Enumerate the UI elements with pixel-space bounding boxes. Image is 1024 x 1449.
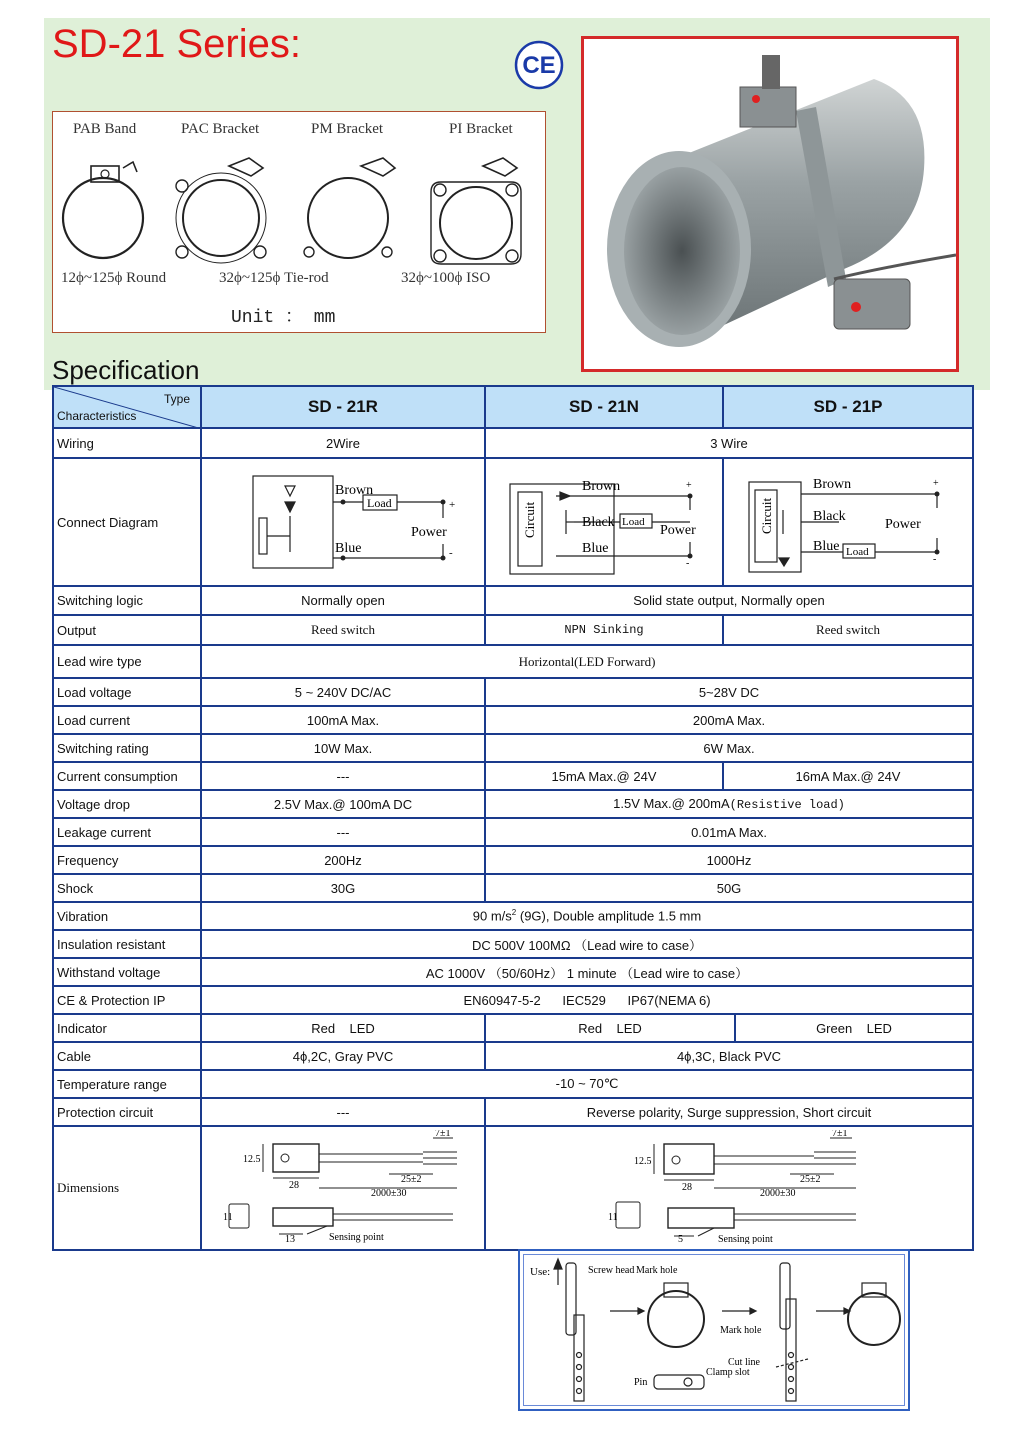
cell-all: EN60947-5-2 IEC529 IP67(NEMA 6) [201, 986, 973, 1014]
usage-screw-head-label: Screw head [588, 1265, 635, 1276]
cell-all: DC 500V 100MΩ （Lead wire to case） [201, 930, 973, 958]
corner-characteristics-label: Characteristics [57, 409, 137, 423]
table-row [53, 958, 973, 986]
bracket-panel [52, 111, 546, 333]
bracket-range-round: 12ϕ~125ϕ Round [61, 270, 167, 286]
cell-21np: 3 Wire [485, 428, 973, 458]
diagram-power-label: Power [411, 524, 447, 540]
unit-label: Unit ： mm [231, 308, 336, 328]
diagram-minus-label: - [449, 546, 453, 559]
connect-diagram-21p [723, 458, 973, 586]
corner-type-label: Type [163, 392, 190, 406]
table-row [53, 762, 973, 790]
ce-mark-text: CE [522, 52, 556, 79]
cell-21n: Red LED [485, 1014, 735, 1042]
cell-21np: 1000Hz [485, 846, 973, 874]
cell-21r: 30G [201, 874, 485, 902]
dim-height-label: 12.5 [243, 1153, 261, 1165]
cell-21r: 5 ~ 240V DC/AC [201, 678, 485, 706]
cell-21n: NPN Sinking [485, 615, 723, 645]
dim-side-height-label: 11 [223, 1211, 233, 1223]
cell-21np: 6W Max. [485, 734, 973, 762]
table-row [53, 1070, 973, 1098]
diagram-blue-label: Blue [813, 538, 840, 554]
page-title: SD-21 Series: [52, 22, 301, 66]
bracket-range-tierod: 32ϕ~125ϕ Tie-rod [219, 270, 329, 286]
table-row [53, 846, 973, 874]
row-label: Frequency [53, 846, 201, 874]
usage-diagram-panel [518, 1249, 910, 1411]
table-row [53, 428, 973, 458]
row-label: Voltage drop [53, 790, 201, 818]
row-label: CE & Protection IP [53, 986, 201, 1014]
table-row [53, 790, 973, 818]
product-photo-image [584, 39, 956, 369]
row-label: Withstand voltage [53, 958, 201, 986]
pab-band-icon [63, 162, 143, 258]
row-label: Protection circuit [53, 1098, 201, 1126]
vibration-detail: (9G), Double amplitude 1.5 mm [516, 908, 702, 924]
wiring-diagram-21p [743, 462, 953, 580]
table-row [53, 734, 973, 762]
diagram-brown-label: Brown [813, 476, 852, 492]
cell-21np: 200mA Max. [485, 706, 973, 734]
table-row [53, 930, 973, 958]
diagram-circuit-label: Circuit [522, 501, 537, 538]
table-row [53, 706, 973, 734]
diagram-plus-label: + [933, 477, 939, 489]
table-row [53, 1042, 973, 1070]
voltage-drop-note: (Resistive load) [729, 798, 845, 812]
cell-21p: Reed switch [723, 615, 973, 645]
row-label: Wiring [53, 428, 201, 458]
cell-21np: 4ϕ,3C, Black PVC [485, 1042, 973, 1070]
connect-diagram-21n [485, 458, 723, 586]
table-row [53, 615, 973, 645]
dim-lead-label: 2000±30 [760, 1187, 796, 1199]
dimension-drawing-21np [485, 1126, 973, 1250]
row-label: Current consumption [53, 762, 201, 790]
row-label: Switching logic [53, 586, 201, 615]
diagram-power-label: Power [885, 516, 921, 532]
diagram-circuit-label: Circuit [759, 497, 774, 534]
dim-height-label: 12.5 [634, 1155, 652, 1167]
row-label: Output [53, 615, 201, 645]
bracket-name-pi: PI Bracket [449, 121, 513, 137]
dimension-drawing-21np-svg [594, 1130, 864, 1244]
dim-sensing-offset-label: 5 [678, 1233, 683, 1244]
cell-21r: 200Hz [201, 846, 485, 874]
cell-21r: 2Wire [201, 428, 485, 458]
row-label: Leakage current [53, 818, 201, 846]
diagram-brown-label: Brown [335, 482, 374, 498]
diagram-load-label: Load [367, 495, 392, 510]
row-label: Load current [53, 706, 201, 734]
bracket-drawings [53, 138, 543, 268]
voltage-drop-value: 1.5V Max.@ 200mA [613, 796, 730, 811]
cell-21np [485, 790, 973, 818]
specification-table [52, 385, 974, 1251]
diagram-plus-label: + [449, 498, 456, 511]
cell-21r: --- [201, 762, 485, 790]
row-label: Vibration [53, 902, 201, 930]
dim-length-label: 28 [682, 1181, 692, 1193]
diagram-power-label: Power [660, 522, 696, 538]
cell-21r: Normally open [201, 586, 485, 615]
cell-21r: 100mA Max. [201, 706, 485, 734]
diagram-load-label: Load [846, 545, 869, 558]
specification-heading: Specification [52, 355, 200, 385]
row-label: Connect Diagram [53, 458, 201, 586]
dim-sensing-offset-label: 13 [285, 1233, 295, 1244]
dim-strip-label: 25±2 [401, 1173, 422, 1185]
cell-21r: --- [201, 1098, 485, 1126]
table-row [53, 678, 973, 706]
row-label: Insulation resistant [53, 930, 201, 958]
bracket-range-iso: 32ϕ~100ϕ ISO [401, 270, 491, 286]
row-label: Lead wire type [53, 645, 201, 678]
bracket-name-pac: PAC Bracket [181, 121, 260, 137]
cell-21p: Green LED [735, 1014, 973, 1042]
table-row [53, 586, 973, 615]
usage-cut-line-label: Cut line [728, 1357, 760, 1368]
table-row [53, 1098, 973, 1126]
diagram-brown-label: Brown [582, 478, 621, 494]
pi-bracket-icon [431, 158, 521, 264]
ce-mark-icon [514, 40, 564, 90]
cell-all: AC 1000V （50/60Hz） 1 minute （Lead wire to case） [201, 958, 973, 986]
table-header-row [53, 386, 973, 428]
diagram-blue-label: Blue [582, 540, 609, 556]
dim-strip-label: 25±2 [800, 1173, 821, 1185]
diagram-minus-label: - [686, 557, 690, 569]
row-label: Dimensions [53, 1126, 201, 1250]
sensing-point-label: Sensing point [718, 1233, 773, 1244]
cell-21np: 5~28V DC [485, 678, 973, 706]
usage-clamp-slot-label: Clamp slot [706, 1367, 750, 1378]
wiring-diagram-21n [504, 462, 704, 580]
cell-21r: 2.5V Max.@ 100mA DC [201, 790, 485, 818]
cell-21r: Red LED [201, 1014, 485, 1042]
bracket-name-pm: PM Bracket [311, 121, 384, 137]
pac-bracket-icon [176, 158, 266, 263]
cell-21r: 10W Max. [201, 734, 485, 762]
bracket-name-pab: PAB Band [73, 121, 137, 137]
table-row [53, 818, 973, 846]
row-label: Indicator [53, 1014, 201, 1042]
dim-length-label: 28 [289, 1179, 299, 1191]
type-characteristics-corner [53, 386, 201, 428]
row-label: Temperature range [53, 1070, 201, 1098]
table-row [53, 874, 973, 902]
table-row [53, 645, 973, 678]
cell-21np: Solid state output, Normally open [485, 586, 973, 615]
cell-all: Horizontal(LED Forward) [201, 645, 973, 678]
cell-21np: 0.01mA Max. [485, 818, 973, 846]
usage-pin-label: Pin [634, 1377, 648, 1388]
diagram-blue-label: Blue [335, 540, 362, 556]
cell-21np: Reverse polarity, Surge suppression, Short circuit [485, 1098, 973, 1126]
sensing-point-label: Sensing point [329, 1231, 384, 1243]
table-row [53, 986, 973, 1014]
dimension-drawing-21r-svg [223, 1130, 463, 1244]
diagram-black-label: Black [582, 514, 615, 530]
dim-side-height-label: 11 [608, 1211, 618, 1223]
dim-tip-label: 7±1 [435, 1129, 451, 1139]
cell-21r: --- [201, 818, 485, 846]
model-header-21p: SD - 21P [723, 386, 973, 428]
wiring-diagram-21r [223, 462, 463, 580]
diagram-black-label: Black [813, 508, 846, 524]
pm-bracket-icon [304, 158, 395, 258]
dim-lead-label: 2000±30 [371, 1187, 407, 1199]
row-label: Shock [53, 874, 201, 902]
row-label: Switching rating [53, 734, 201, 762]
usage-use-label: Use: [530, 1266, 551, 1278]
dimension-drawing-21r [201, 1126, 485, 1250]
row-label: Load voltage [53, 678, 201, 706]
connect-diagram-21r [201, 458, 485, 586]
cell-21np: 50G [485, 874, 973, 902]
usage-mark-hole-label: Mark hole [636, 1265, 678, 1276]
row-label: Cable [53, 1042, 201, 1070]
usage-diagram-frame [523, 1254, 905, 1406]
table-row [53, 1126, 973, 1250]
cell-21p: 16mA Max.@ 24V [723, 762, 973, 790]
cell-21n: 15mA Max.@ 24V [485, 762, 723, 790]
vibration-value: 90 m/s [472, 908, 512, 924]
model-header-21r: SD - 21R [201, 386, 485, 428]
dim-tip-label: 7±1 [832, 1129, 848, 1139]
usage-mark-hole-label-2: Mark hole [720, 1325, 762, 1336]
vibration-unit-exponent: 2 [511, 908, 517, 918]
cell-all: -10 ~ 70℃ [201, 1070, 973, 1098]
table-row [53, 902, 973, 930]
cell-21r: 4ϕ,2C, Gray PVC [201, 1042, 485, 1070]
cell-all [201, 902, 973, 930]
product-photo [581, 36, 959, 372]
diagram-load-label: Load [622, 515, 645, 528]
diagram-plus-label: + [686, 479, 692, 491]
installation-steps-drawing [524, 1255, 906, 1407]
diagram-minus-label: - [933, 553, 937, 565]
table-row [53, 458, 973, 586]
cell-21r: Reed switch [201, 615, 485, 645]
model-header-21n: SD - 21N [485, 386, 723, 428]
table-row [53, 1014, 973, 1042]
